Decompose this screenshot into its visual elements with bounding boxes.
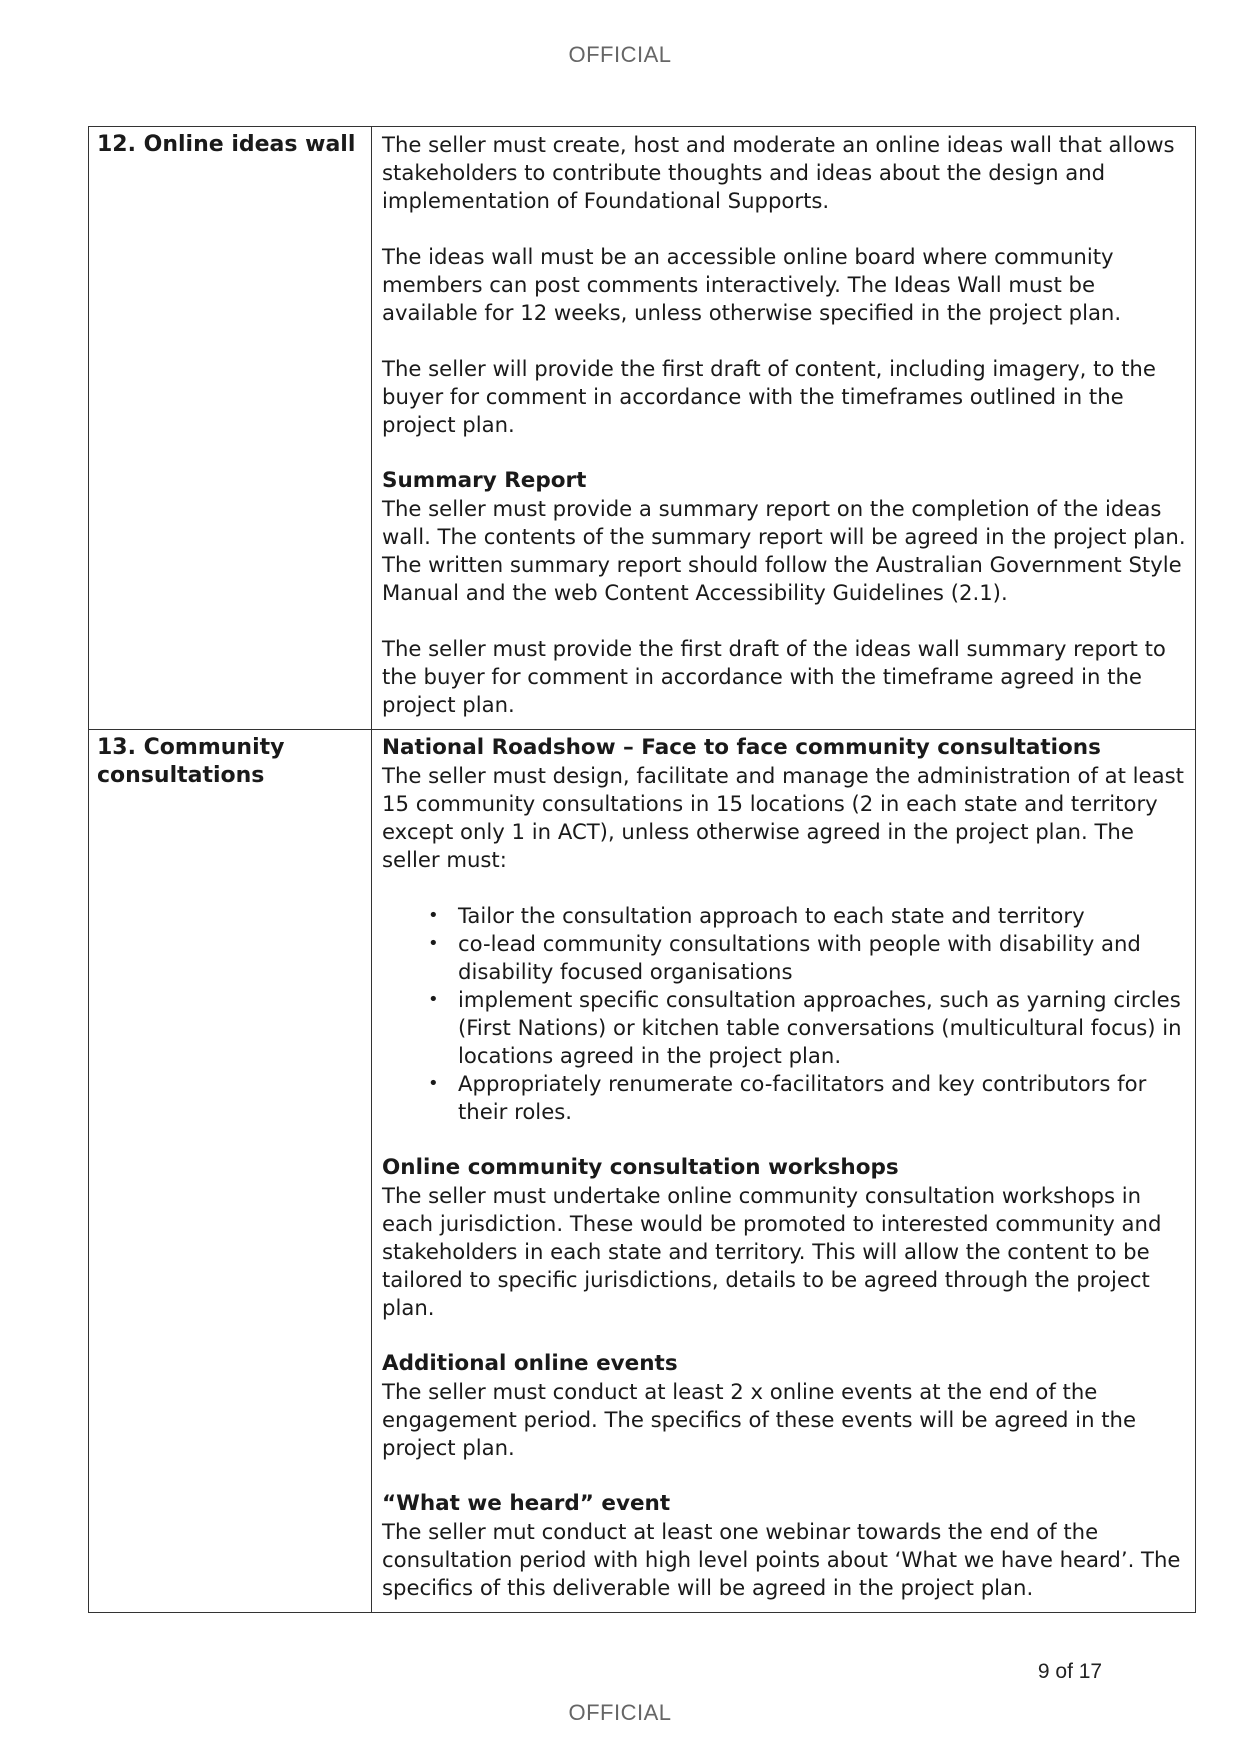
item-content-cell [372, 127, 1196, 730]
requirements-table [88, 126, 1196, 1613]
paragraph: The seller must provide a summary report on the completion of the ideas wall. The contents of the summary report will be agreed in the project plan. The written summary report should follow the Australian Government Style Manual and the web Content Accessibility Guidelines (2.1). [382, 496, 1186, 605]
bullet-icon: • [428, 989, 439, 1010]
table-row [89, 127, 1196, 730]
paragraph: The seller will provide the first draft of content, including imagery, to the buyer for comment in accordance with the timeframes outlined in the project plan. [382, 356, 1156, 437]
list-item-text: co-lead community consultations with people with disability and disability focused organisations [458, 931, 1141, 984]
section-heading: “What we heard” event [382, 1491, 671, 1516]
list-item-text: Tailor the consultation approach to each state and territory [458, 903, 1085, 928]
paragraph: The seller must provide the first draft of the ideas wall summary report to the buyer for comment in accordance with the timeframe agreed in the project plan. [382, 636, 1166, 717]
list-item-text: Appropriately renumerate co-facilitators and key contributors for their roles. [458, 1071, 1147, 1124]
section-heading: Summary Report [382, 468, 587, 493]
page-number: 9 of 17 [1037, 1660, 1103, 1683]
paragraph: The seller must design, facilitate and manage the administration of at least 15 community consultations in 15 locations (2 in each state and territory except only 1 in ACT), unless otherwise agreed in the project plan. The seller must: [382, 763, 1184, 872]
bullet-icon: • [428, 933, 439, 954]
section-heading: Additional online events [382, 1351, 678, 1376]
item-content-cell [372, 730, 1196, 1613]
table-row [89, 730, 1196, 1613]
section-heading: National Roadshow – Face to face community consultations [382, 735, 1101, 760]
list-item [428, 1070, 1187, 1126]
list-item [428, 930, 1187, 986]
list-item-text: implement specific consultation approaches, such as yarning circles (First Nations) or kitchen table conversations (multicultural focus) in locations agreed in the project plan. [458, 987, 1182, 1068]
list-item [428, 902, 1187, 930]
paragraph: The seller must create, host and moderate an online ideas wall that allows stakeholders to contribute thoughts and ideas about the design and implementation of Foundational Supports. [382, 132, 1175, 213]
item-label-cell [89, 127, 372, 730]
header-classification: OFFICIAL [568, 42, 672, 67]
paragraph: The seller mut conduct at least one webinar towards the end of the consultation period with high level points about ‘What we have heard’. The specifics of this deliverable will be agreed in the project plan. [382, 1519, 1181, 1600]
paragraph: The ideas wall must be an accessible online board where community members can post comments interactively. The Ideas Wall must be available for 12 weeks, unless otherwise specified in the project plan. [382, 244, 1122, 325]
bullet-list [382, 902, 1187, 1126]
item-label-cell [89, 730, 372, 1613]
item-label: 13. Community consultations [97, 735, 285, 788]
footer-classification: OFFICIAL [568, 1700, 672, 1725]
paragraph: The seller must conduct at least 2 x online events at the end of the engagement period. The specifics of these events will be agreed in the project plan. [382, 1379, 1137, 1460]
bullet-icon: • [428, 905, 439, 926]
paragraph: The seller must undertake online community consultation workshops in each jurisdiction. These would be promoted to interested community and stakeholders in each state and territory. This will allow the content to be tailored to specific jurisdictions, details to be agreed through the project plan. [382, 1183, 1162, 1320]
section-heading: Online community consultation workshops [382, 1155, 899, 1180]
list-item [428, 986, 1187, 1070]
item-label: 12. Online ideas wall [97, 132, 356, 157]
bullet-icon: • [428, 1073, 439, 1094]
